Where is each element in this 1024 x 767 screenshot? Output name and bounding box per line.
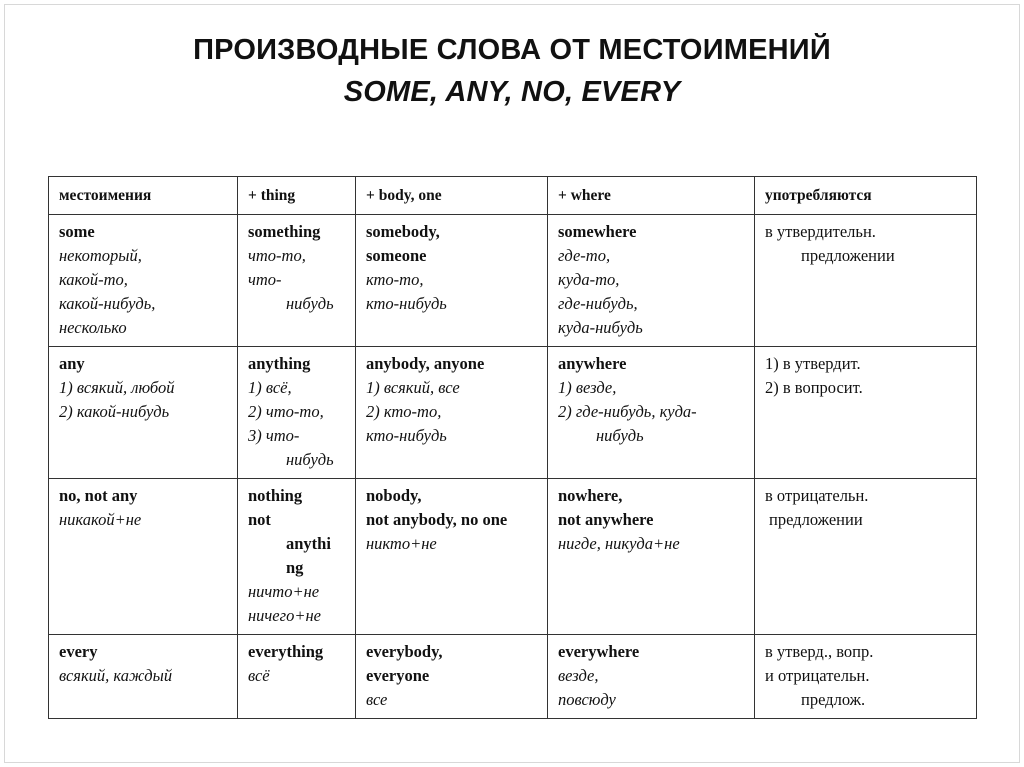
cell-pronoun xyxy=(49,635,238,719)
cell-translation: нибудь xyxy=(286,450,334,469)
cell-pronoun xyxy=(49,347,238,479)
cell-translation: ничто+не xyxy=(248,582,320,601)
cell-translation: 2) где-нибудь, куда- xyxy=(558,402,697,421)
cell-translation: всякий, каждый xyxy=(59,666,173,685)
cell-word: every xyxy=(59,642,98,661)
cell-translation: 2) что-то, xyxy=(248,402,324,421)
cell-translation: никто+не xyxy=(366,534,437,553)
pronoun-derivatives-table xyxy=(48,176,977,719)
cell-usage-text: и отрицательн. xyxy=(765,666,870,685)
cell-translation: 1) везде, xyxy=(558,378,617,397)
cell-word: not anywhere xyxy=(558,510,654,529)
cell-word: some xyxy=(59,222,95,241)
cell-usage xyxy=(755,635,977,719)
cell-word: anythi xyxy=(286,534,331,553)
cell-word: everybody, xyxy=(366,642,443,661)
cell-word: someone xyxy=(366,246,427,265)
header-usage: употребляются xyxy=(755,177,977,215)
cell-translation: где-то, xyxy=(558,246,611,265)
cell-translation: 1) всякий, все xyxy=(366,378,460,397)
cell-usage-text: в утверд., вопр. xyxy=(765,642,874,661)
cell-translation: какой-то, xyxy=(59,270,128,289)
cell-word: anywhere xyxy=(558,354,627,373)
cell-translation: кто-нибудь xyxy=(366,426,447,445)
header-pronouns: местоимения xyxy=(49,177,238,215)
cell-word: not anybody, no one xyxy=(366,510,508,529)
table-header-row xyxy=(49,177,977,215)
cell-usage-text: предложении xyxy=(769,510,863,529)
cell-translation: что-то, xyxy=(248,246,306,265)
page-title: ПРОИЗВОДНЫЕ СЛОВА ОТ МЕСТОИМЕНИЙ xyxy=(193,34,831,66)
table-row xyxy=(49,215,977,347)
cell-translation: что- xyxy=(248,270,282,289)
cell-translation: куда-то, xyxy=(558,270,620,289)
cell-translation: куда-нибудь xyxy=(558,318,643,337)
cell-word: nothing xyxy=(248,486,303,505)
cell-body xyxy=(356,215,548,347)
cell-where xyxy=(548,347,755,479)
cell-word: any xyxy=(59,354,85,373)
cell-translation: какой-нибудь, xyxy=(59,294,156,313)
cell-thing xyxy=(238,215,356,347)
cell-word: something xyxy=(248,222,321,241)
cell-usage xyxy=(755,215,977,347)
table-row xyxy=(49,635,977,719)
cell-pronoun xyxy=(49,479,238,635)
cell-translation: некоторый, xyxy=(59,246,142,265)
cell-usage-text: предлож. xyxy=(801,690,866,709)
cell-usage xyxy=(755,347,977,479)
cell-word: ng xyxy=(286,558,304,577)
cell-translation: 1) всякий, любой xyxy=(59,378,175,397)
cell-word: no, not any xyxy=(59,486,138,505)
cell-translation: где-нибудь, xyxy=(558,294,638,313)
cell-body xyxy=(356,479,548,635)
cell-word: anybody, anyone xyxy=(366,354,485,373)
cell-translation: 2) какой-нибудь xyxy=(59,402,170,421)
cell-translation: ничего+не xyxy=(248,606,321,625)
cell-usage-text: предложении xyxy=(801,246,895,265)
header-where: + where xyxy=(548,177,755,215)
cell-translation: всё xyxy=(248,666,270,685)
page-subtitle: SOME, ANY, NO, EVERY xyxy=(343,76,681,108)
cell-where xyxy=(548,479,755,635)
cell-word: somebody, xyxy=(366,222,440,241)
cell-where xyxy=(548,215,755,347)
cell-thing xyxy=(238,635,356,719)
table-row xyxy=(49,347,977,479)
cell-usage-text: 2) в вопросит. xyxy=(765,378,863,397)
cell-word: nobody, xyxy=(366,486,422,505)
cell-word: everyone xyxy=(366,666,430,685)
cell-word: everywhere xyxy=(558,642,640,661)
cell-translation: 3) что- xyxy=(248,426,300,445)
cell-translation: нибудь xyxy=(286,294,334,313)
cell-word: not xyxy=(248,510,271,529)
cell-translation: 2) кто-то, xyxy=(366,402,442,421)
cell-translation: нибудь xyxy=(596,426,644,445)
cell-translation: 1) всё, xyxy=(248,378,292,397)
cell-word: nowhere, xyxy=(558,486,623,505)
cell-translation: везде, xyxy=(558,666,599,685)
cell-translation: кто-то, xyxy=(366,270,424,289)
cell-usage xyxy=(755,479,977,635)
cell-translation: несколько xyxy=(59,318,127,337)
cell-word: everything xyxy=(248,642,324,661)
cell-where xyxy=(548,635,755,719)
cell-usage-text: в утвердительн. xyxy=(765,222,876,241)
cell-translation: все xyxy=(366,690,388,709)
header-thing: + thing xyxy=(238,177,356,215)
cell-body xyxy=(356,347,548,479)
cell-body xyxy=(356,635,548,719)
cell-translation: повсюду xyxy=(558,690,616,709)
cell-usage-text: 1) в утвердит. xyxy=(765,354,861,373)
cell-thing xyxy=(238,479,356,635)
header-body-one: + body, one xyxy=(356,177,548,215)
cell-translation: кто-нибудь xyxy=(366,294,447,313)
cell-word: somewhere xyxy=(558,222,637,241)
cell-usage-text: в отрицательн. xyxy=(765,486,869,505)
cell-translation: нигде, никуда+не xyxy=(558,534,680,553)
cell-pronoun xyxy=(49,215,238,347)
cell-translation: никакой+не xyxy=(59,510,142,529)
table-row xyxy=(49,479,977,635)
cell-word: anything xyxy=(248,354,311,373)
cell-thing xyxy=(238,347,356,479)
